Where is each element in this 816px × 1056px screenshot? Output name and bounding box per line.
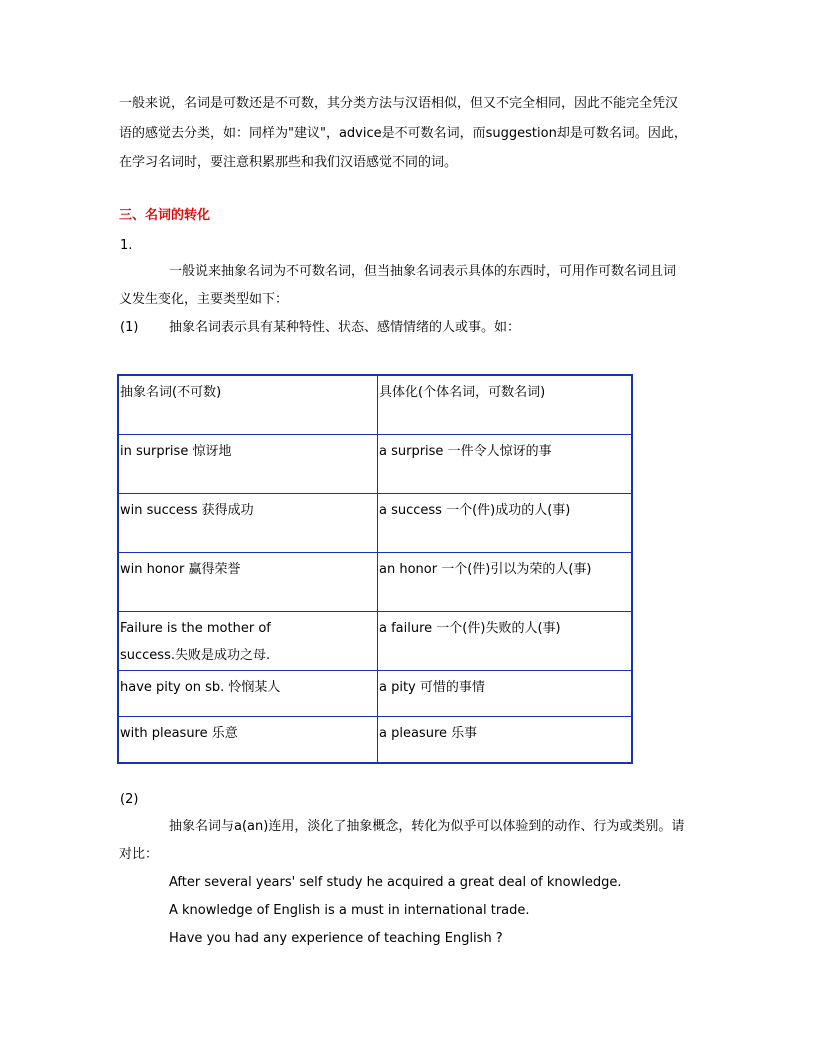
- table-header-row: [118, 375, 632, 435]
- table-cell: a pleasure 乐事: [378, 717, 633, 764]
- intro-line-3: 在学习名词时，要注意积累那些和我们汉语感觉不同的词。: [119, 155, 458, 170]
- table-cell: win success 获得成功: [118, 494, 378, 553]
- table-cell: an honor 一个(件)引以为荣的人(事): [378, 553, 633, 612]
- table-cell: have pity on sb. 怜悯某人: [118, 671, 378, 717]
- point-text-line-1: 一般说来抽象名词为不可数名词，但当抽象名词表示具体的东西时，可用作可数名词且词: [169, 264, 677, 279]
- table-row: [118, 612, 632, 671]
- table-row: [118, 553, 632, 612]
- item2-line-1: 抽象名词与a(an)连用，淡化了抽象概念，转化为似乎可以体验到的动作、行为或类别。请: [169, 819, 685, 834]
- table-row: [118, 435, 632, 494]
- table-row: [118, 717, 632, 764]
- item1-text: 抽象名词表示具有某种特性、状态、感情情绪的人或事。如：: [169, 320, 521, 335]
- table-cell: in surprise 惊讶地: [118, 435, 378, 494]
- table-header-abstract: 抽象名词(不可数): [118, 375, 378, 435]
- table-cell: a surprise 一件令人惊讶的事: [378, 435, 633, 494]
- intro-line-2: 语的感觉去分类，如：同样为"建议"，advice是不可数名词，而suggestion却是可数名词。因此，: [119, 126, 687, 141]
- noun-conversion-table: [117, 374, 633, 764]
- intro-line-1: 一般来说，名词是可数还是不可数，其分类方法与汉语相似，但又不完全相同，因此不能完全凭汉: [119, 96, 679, 111]
- table-header-concrete: 具体化(个体名词，可数名词): [378, 375, 633, 435]
- table-cell: win honor 赢得荣誉: [118, 553, 378, 612]
- point-text-line-2: 义发生变化，主要类型如下：: [119, 292, 289, 307]
- table-row: [118, 494, 632, 553]
- table-cell: a failure 一个(件)失败的人(事): [378, 612, 633, 671]
- table-cell: a success 一个(件)成功的人(事): [378, 494, 633, 553]
- table-cell: [118, 612, 378, 671]
- table-cell-line: success.失败是成功之母.: [120, 648, 271, 663]
- item1-label: (1): [120, 320, 139, 335]
- point-number: 1.: [120, 238, 133, 253]
- table-cell: with pleasure 乐意: [118, 717, 378, 764]
- item2-label: (2): [120, 792, 139, 807]
- example-sentence: Have you had any experience of teaching English ?: [169, 931, 503, 946]
- table-cell: a pity 可惜的事情: [378, 671, 633, 717]
- item2-line-2: 对比：: [119, 847, 159, 862]
- table-cell-line: Failure is the mother of: [120, 621, 271, 636]
- example-sentence: A knowledge of English is a must in international trade.: [169, 903, 530, 918]
- section-heading: 三、名词的转化: [119, 208, 211, 223]
- table-row: [118, 671, 632, 717]
- example-sentence: After several years' self study he acquired a great deal of knowledge.: [169, 875, 622, 890]
